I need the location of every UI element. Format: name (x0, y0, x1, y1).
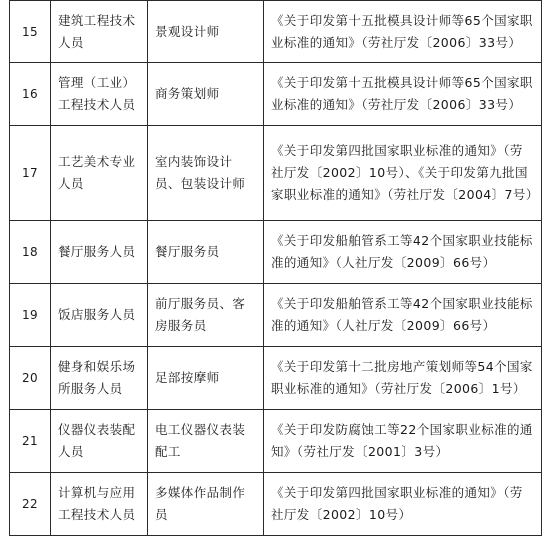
basis-cell: 《关于印发船舶管系工等42个国家职业技能标准的通知》（人社厅发〔2009〕66号） (264, 284, 542, 347)
category-cell: 计算机与应用工程技术人员 (51, 473, 148, 536)
occupation-standards-table (9, 0, 542, 536)
basis-cell: 《关于印发第四批国家职业标准的通知》（劳社厅发〔2002〕10号）、《关于印发第九批国家职业标准的通知》（劳社厅发〔2004〕7号） (264, 126, 542, 221)
row-number: 17 (10, 126, 51, 221)
table-row (10, 347, 542, 410)
basis-cell: 《关于印发第十二批房地产策划师等54个国家职业标准的通知》（劳社厅发〔2006〕1号） (264, 347, 542, 410)
category-cell: 餐厅服务人员 (51, 221, 148, 284)
occupation-cell: 室内装饰设计员、包装设计师 (148, 126, 264, 221)
category-cell: 饭店服务人员 (51, 284, 148, 347)
occupation-cell: 足部按摩师 (148, 347, 264, 410)
row-number: 22 (10, 473, 51, 536)
occupation-cell: 商务策划师 (148, 63, 264, 126)
occupation-cell: 电工仪器仪表装配工 (148, 410, 264, 473)
category-cell: 工艺美术专业人员 (51, 126, 148, 221)
table-row (10, 221, 542, 284)
occupation-standards-table-container (9, 0, 541, 536)
occupation-cell: 餐厅服务员 (148, 221, 264, 284)
row-number: 18 (10, 221, 51, 284)
occupation-cell: 多媒体作品制作员 (148, 473, 264, 536)
table-row (10, 63, 542, 126)
table-row (10, 284, 542, 347)
row-number: 21 (10, 410, 51, 473)
row-number: 19 (10, 284, 51, 347)
occupation-cell: 前厅服务员、客房服务员 (148, 284, 264, 347)
table-row (10, 1, 542, 63)
category-cell: 管理（工业）工程技术人员 (51, 63, 148, 126)
row-number: 15 (10, 1, 51, 63)
basis-cell: 《关于印发第十五批模具设计师等65个国家职业标准的通知》（劳社厅发〔2006〕33号） (264, 1, 542, 63)
table-row (10, 410, 542, 473)
basis-cell: 《关于印发防腐蚀工等22个国家职业标准的通知》（劳社厅发〔2001〕3号） (264, 410, 542, 473)
category-cell: 健身和娱乐场所服务人员 (51, 347, 148, 410)
row-number: 20 (10, 347, 51, 410)
basis-cell: 《关于印发第十五批模具设计师等65个国家职业标准的通知》（劳社厅发〔2006〕33号） (264, 63, 542, 126)
category-cell: 仪器仪表装配人员 (51, 410, 148, 473)
occupation-cell: 景观设计师 (148, 1, 264, 63)
basis-cell: 《关于印发船舶管系工等42个国家职业技能标准的通知》（人社厅发〔2009〕66号） (264, 221, 542, 284)
row-number: 16 (10, 63, 51, 126)
category-cell: 建筑工程技术人员 (51, 1, 148, 63)
table-row (10, 473, 542, 536)
basis-cell: 《关于印发第四批国家职业标准的通知》（劳社厅发〔2002〕10号） (264, 473, 542, 536)
table-row (10, 126, 542, 221)
